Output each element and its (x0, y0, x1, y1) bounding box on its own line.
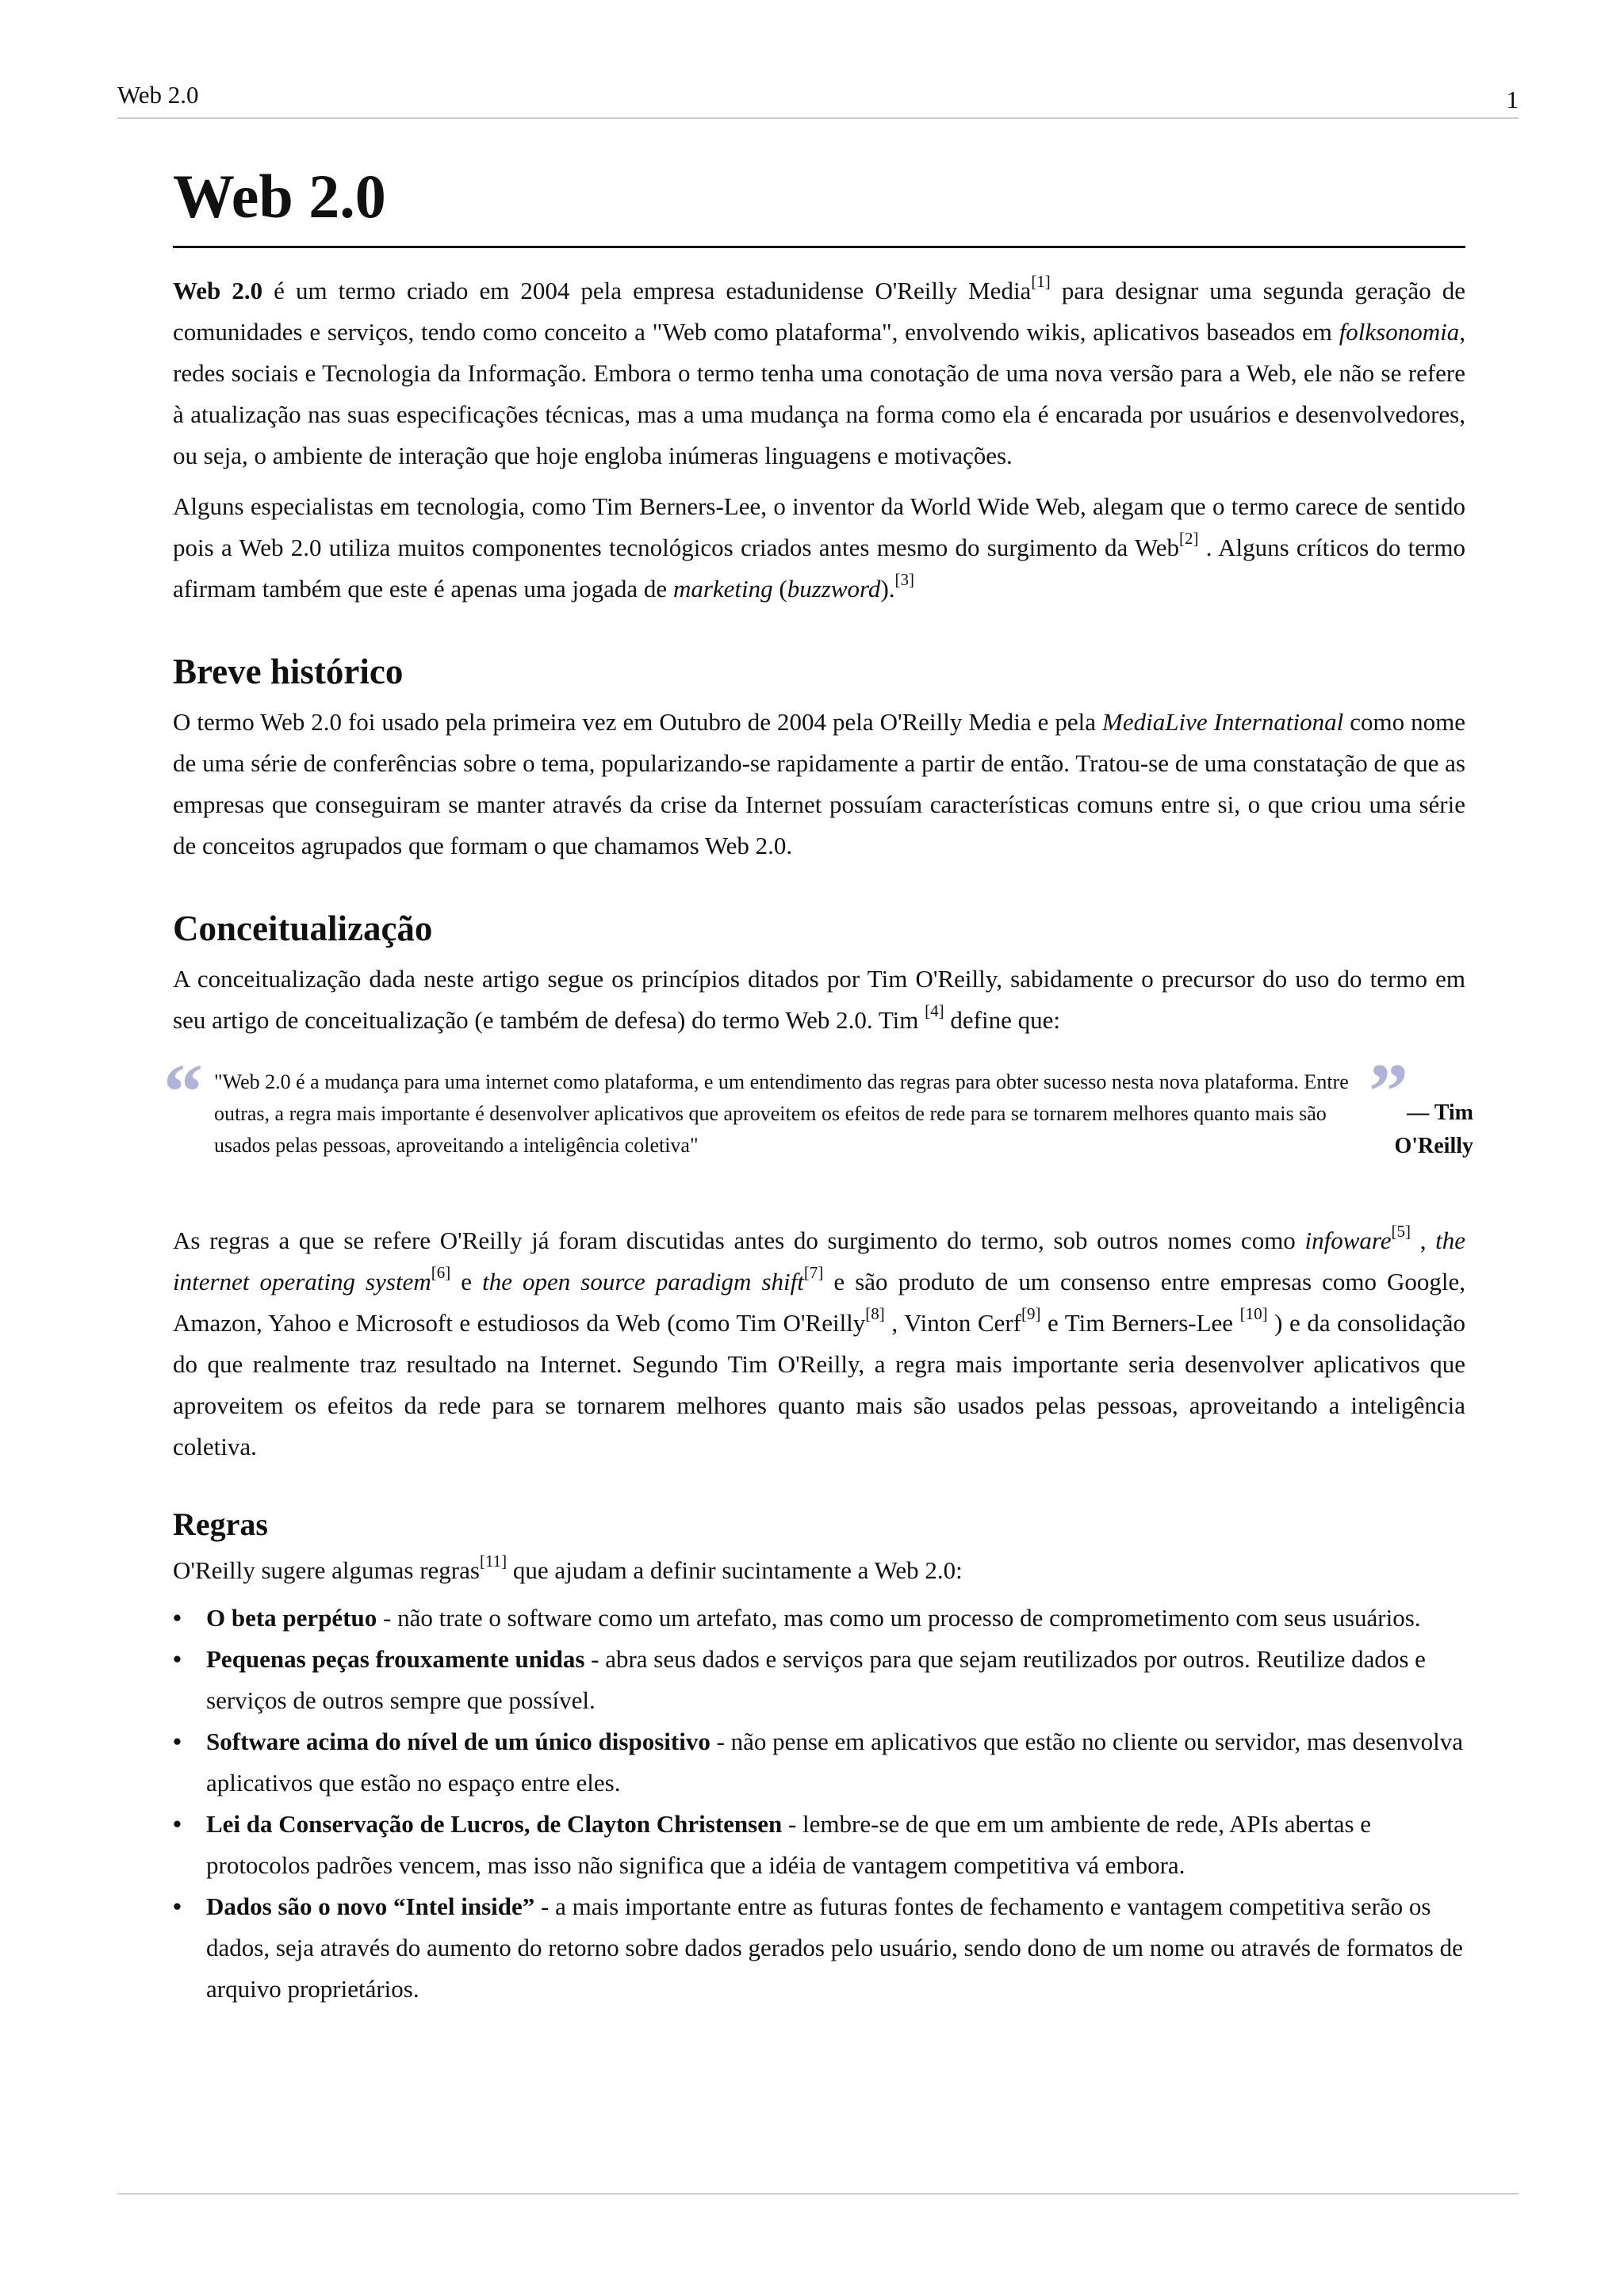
bullet-icon: • (173, 1645, 182, 1673)
heading-regras: Regras (173, 1506, 268, 1542)
title-block (173, 155, 1465, 248)
bullet-icon: • (173, 1810, 182, 1838)
rule-title: Software acima do nível de um único dispositivo (206, 1728, 710, 1755)
ref-3[interactable]: [3] (894, 570, 915, 589)
article-body (163, 155, 1473, 2010)
rule-text: - não pense em aplicativos que estão no cliente ou servidor, mas desenvolva aplicativos que estão no espaço entre eles. (206, 1728, 1463, 1797)
bullet-icon: • (173, 1604, 182, 1632)
list-item (173, 1804, 1465, 1886)
rule-text: - não trate o software como um artefato, mas como um processo de comprometimento com seus usuários. (377, 1604, 1421, 1632)
text-span: e Tim Berners-Lee (1040, 1309, 1240, 1337)
text-span: O'Reilly sugere algumas regras (173, 1556, 480, 1584)
text-span: e são produto de um consenso entre empresas como Google, Amazon, Yahoo e Microsoft e estudiosos da Web (como Tim O'Reilly (173, 1268, 1466, 1337)
running-header-title: Web 2.0 (117, 81, 199, 109)
footer-divider (117, 2193, 1519, 2195)
rule-title: Dados são o novo “Intel inside” (206, 1892, 535, 1920)
rule-title: Pequenas peças frouxamente unidas (206, 1645, 585, 1673)
intro-paragraph-1 (173, 270, 1465, 476)
rule-title: Lei da Conservação de Lucros, de Clayton Christensen (206, 1810, 783, 1838)
text-span: e (450, 1268, 483, 1295)
link-folksonomia[interactable]: folksonomia (1339, 318, 1460, 346)
list-item (173, 1598, 1465, 1639)
text-span: ) e da consolidação do que realmente traz resultado na Internet. Segundo Tim O'Reilly, a regra mais importante seria desenvolver aplicativos que aproveitem os efeitos da rede para se tornarem melhores quanto mais são usados pelas pessoas, aproveitando a inteligência coletiva. (173, 1309, 1465, 1460)
text-span: , Vinton Cerf (884, 1309, 1021, 1337)
text-span: O termo Web 2.0 foi usado pela primeira vez em Outubro de 2004 pela O'Reilly Media e pela (173, 708, 1103, 736)
rule-title: O beta perpétuo (206, 1604, 377, 1632)
conceito-paragraph-2 (173, 1220, 1465, 1468)
text-span: , (1411, 1226, 1436, 1254)
regras-intro (173, 1550, 1465, 1591)
ref-5[interactable]: [5] (1391, 1222, 1411, 1241)
rule-text: - lembre-se de que em um ambiente de rede, APIs abertas e protocolos padrões vencem, mas isso não significa que a idéia de vantagem competitiva vá embora. (206, 1810, 1372, 1879)
conceito-paragraph-1 (173, 959, 1465, 1041)
link-internet-os[interactable]: the internet operating system (173, 1226, 1465, 1295)
ref-8[interactable]: [8] (865, 1304, 885, 1323)
text-span: ). (880, 575, 895, 603)
close-quote-icon: ” (1369, 1047, 1408, 1135)
heading-breve-historico: Breve histórico (173, 652, 404, 691)
text-span: As regras a que se refere O'Reilly já foram discutidas antes do surgimento do termo, sob outros nomes como (173, 1226, 1305, 1254)
text-span: . Alguns críticos do termo afirmam também que este é apenas uma jogada de (173, 534, 1465, 603)
ref-1[interactable]: [1] (1031, 272, 1051, 291)
text-span: Alguns especialistas em tecnologia, como Tim Berners-Lee, o inventor da World Wide Web, alegam que o termo carece de sentido pois a Web 2.0 utiliza muitos componentes tecnológicos criados antes mesmo do surgimento da Web (173, 492, 1465, 561)
text-span: como nome de uma série de conferências sobre o tema, popularizando-se rapidamente a partir de então. Tratou-se de uma constatação de que as empresas que conseguiram se manter através da crise da Internet possuíam características comuns entre si, o que criou uma série de conceitos agrupados que formam o que chamamos Web 2.0. (173, 708, 1465, 859)
term-bold: Web 2.0 (173, 277, 263, 304)
link-medialive[interactable]: MediaLive International (1102, 708, 1344, 736)
rules-list (173, 1598, 1465, 2010)
link-buzzword[interactable]: buzzword (787, 575, 881, 603)
text-span: , redes sociais e Tecnologia da Informação. Embora o termo tenha uma conotação de uma nova versão para a Web, ele não se refere à atualização nas suas especificações técnicas, mas a uma mudança na forma como ela é encarada por usuários e desenvolvedores, ou seja, o ambiente de interação que hoje engloba inúmeras linguagens e motivações. (173, 318, 1465, 469)
ref-4[interactable]: [4] (925, 1001, 944, 1020)
heading-conceitualizacao: Conceitualização (173, 909, 433, 948)
text-span: define que: (944, 1006, 1060, 1034)
text-span: para designar uma segunda geração de comunidades e serviços, tendo como conceito a "Web como plataforma", envolvendo wikis, aplicativos baseados em (173, 277, 1466, 346)
historico-paragraph (173, 702, 1465, 867)
link-marketing[interactable]: marketing (672, 575, 773, 603)
intro-paragraph-2 (173, 486, 1465, 610)
rule-text: - abra seus dados e serviços para que sejam reutilizados por outros. Reutilize dados e serviços de outros sempre que possível. (206, 1645, 1426, 1714)
quote-author: — Tim O'Reilly (1394, 1100, 1473, 1158)
text-span: é um termo criado em 2004 pela empresa estadunidense O'Reilly Media (262, 277, 1032, 304)
page-title: Web 2.0 (173, 162, 386, 231)
ref-6[interactable]: [6] (431, 1263, 451, 1282)
open-quote-icon: “ (163, 1047, 203, 1135)
list-item (173, 1886, 1465, 2010)
ref-10[interactable]: [10] (1239, 1304, 1268, 1323)
rule-text: - a mais importante entre as futuras fontes de fechamento e vantagem competitiva serão os dados, seja através do aumento do retorno sobre dados gerados pelo usuário, sendo dono de um nome ou através de formatos de arquivo proprietários. (206, 1892, 1463, 2003)
ref-9[interactable]: [9] (1021, 1304, 1041, 1323)
list-item (173, 1721, 1465, 1804)
blockquote (163, 1047, 1473, 1188)
ref-7[interactable]: [7] (803, 1263, 824, 1282)
text-span: que ajudam a definir sucintamente a Web 2.0: (507, 1556, 963, 1584)
text-span: ( (772, 575, 787, 603)
link-infoware[interactable]: infoware (1304, 1226, 1392, 1254)
page-number: 1 (1506, 86, 1519, 113)
link-open-source-shift[interactable]: the open source paradigm shift (482, 1268, 804, 1295)
ref-2[interactable]: [2] (1178, 529, 1199, 548)
quote-text: "Web 2.0 é a mudança para uma internet como plataforma, e um entendimento das regras para obter sucesso nesta nova plataforma. Entre outras, a regra mais importante é desenvolver aplicativos que aproveitem os efeitos de rede para se tornarem melhores quanto mais são usados pelas pessoas, aproveitando a inteligência coletiva" (214, 1070, 1349, 1157)
list-item (173, 1639, 1465, 1721)
bullet-icon: • (173, 1892, 182, 1920)
text-span: A conceitualização dada neste artigo segue os princípios ditados por Tim O'Reilly, sabidamente o precursor do uso do termo em seu artigo de conceitualização (e também de defesa) do termo Web 2.0. Tim (173, 965, 1465, 1034)
bullet-icon: • (173, 1728, 182, 1755)
running-header (117, 79, 1519, 119)
ref-11[interactable]: [11] (479, 1552, 508, 1571)
